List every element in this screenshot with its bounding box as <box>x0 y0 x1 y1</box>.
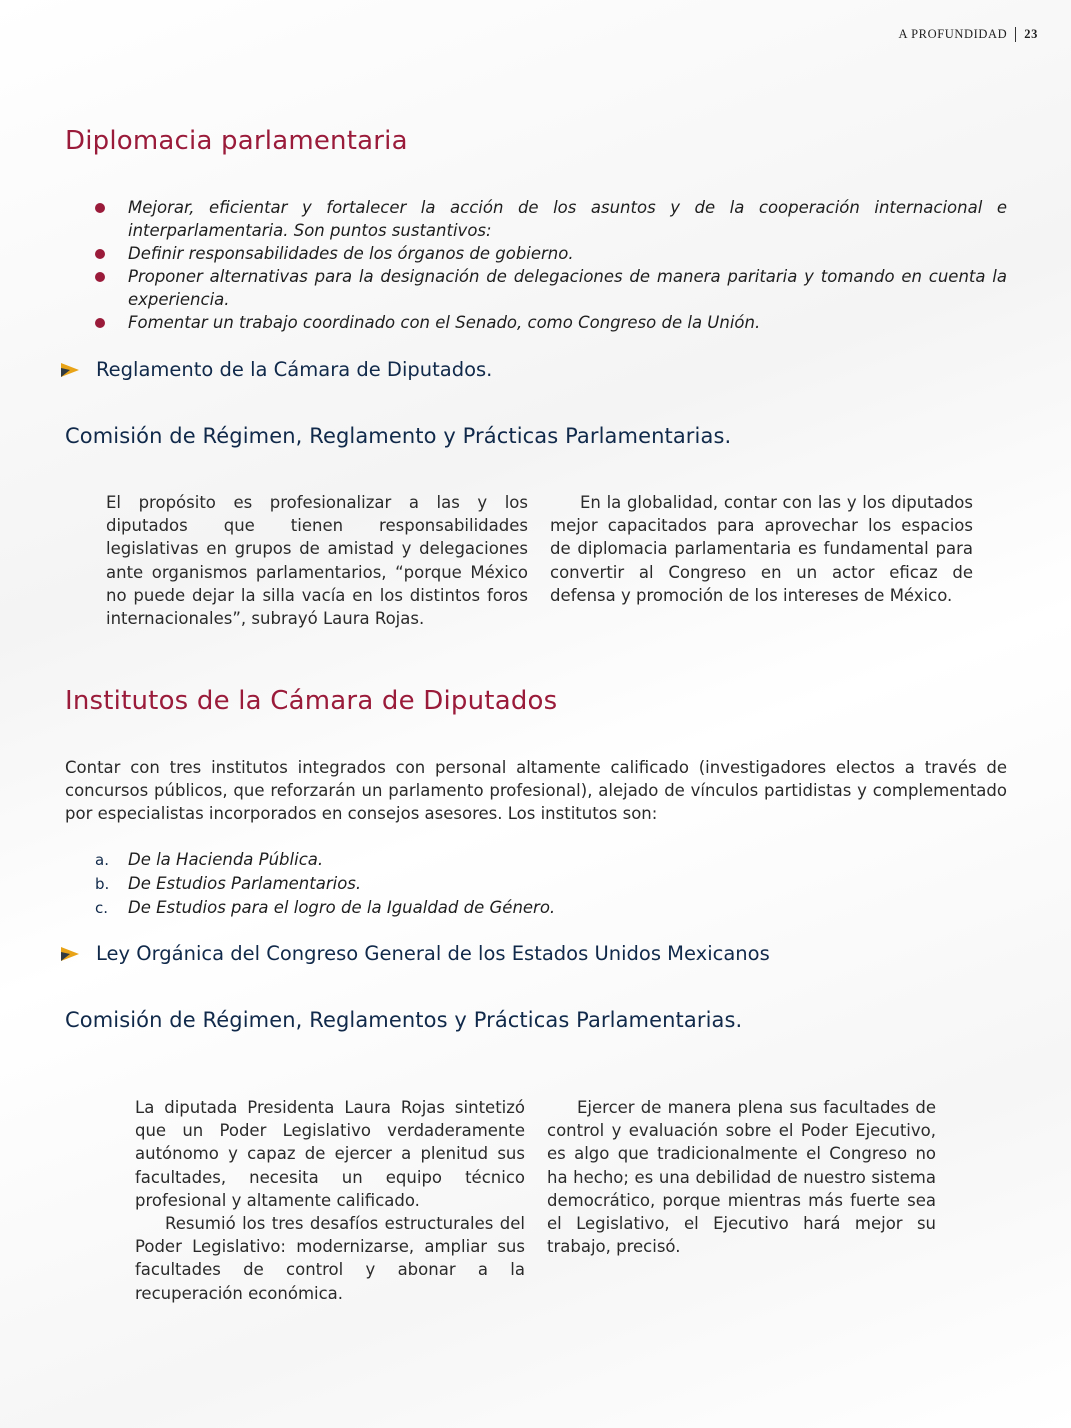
list-item: a. De la Hacienda Pública. <box>95 850 324 869</box>
paragraph: La diputada Presidenta Laura Rojas sintetizó que un Poder Legislativo verdaderamente autónomo y capaz de ejercer a plenitud sus facultades, necesita un equipo técnico profesional y altamente calificado. <box>135 1098 525 1210</box>
arrow-icon <box>60 362 80 378</box>
reference-title: Ley Orgánica del Congreso General de los Estados Unidos Mexicanos <box>96 942 770 965</box>
reference-period: . <box>486 358 493 381</box>
bullet-icon <box>95 249 105 259</box>
list-item: b. De Estudios Parlamentarios. <box>95 874 362 893</box>
intro-paragraph: Contar con tres institutos integrados con personal altamente calificado (investigadores electos a través de concursos públicos, que reforzarán un parlamento profesional), alejado de vínculos partidistas y complementado por especialistas incorporados en consejos asesores. Los institutos son: <box>65 758 1007 823</box>
text-column-right <box>550 491 973 607</box>
reference-line <box>60 358 492 381</box>
header-divider <box>1015 27 1016 42</box>
list-item: Proponer alternativas para la designación de delegaciones de manera paritaria y tomando en cuenta la experiencia. <box>95 265 1007 311</box>
reference-line <box>60 942 770 965</box>
bullet-icon <box>95 318 105 328</box>
section-title-institutos: Institutos de la Cámara de Diputados <box>65 686 558 716</box>
paragraph: El propósito es profesionalizar a las y los diputados que tienen responsabilidades legislativas en grupos de amistad y delegaciones ante organismos parlamentarios, “porque México no puede dejar la silla vacía en los distintos foros internacionales”, subrayó Laura Rojas. <box>106 493 528 629</box>
paragraph: En la globalidad, contar con las y los diputados mejor capacitados para aprovechar los espacios de diplomacia parlamentaria es fundamental para convertir al Congreso en un actor eficaz de defensa y promoción de los intereses de México. <box>550 493 973 605</box>
institutes-list <box>95 848 995 920</box>
list-item: Fomentar un trabajo coordinado con el Senado, como Congreso de la Unión. <box>95 311 1007 334</box>
commission-title: Comisión de Régimen, Reglamentos y Prácticas Parlamentarias. <box>65 1008 743 1032</box>
text-column-left <box>135 1096 525 1305</box>
page-number: 23 <box>1024 27 1038 41</box>
arrow-icon <box>60 946 80 962</box>
commission-title: Comisión de Régimen, Reglamento y Prácticas Parlamentarias. <box>65 424 732 448</box>
bullet-list <box>95 196 1007 334</box>
header-section: A PROFUNDIDAD <box>898 27 1008 41</box>
reference-title: Reglamento de la Cámara de Diputados <box>96 358 487 381</box>
bullet-icon <box>95 272 105 282</box>
section-title-diplomacia: Diplomacia parlamentaria <box>65 126 408 156</box>
paragraph: Resumió los tres desafíos estructurales del Poder Legislativo: modernizarse, ampliar sus facultades de control y abonar a la recuperación económica. <box>135 1214 525 1303</box>
paragraph: Ejercer de manera plena sus facultades de control y evaluación sobre el Poder Ejecutivo, es algo que tradicionalmente el Congreso no ha hecho; es una debilidad de nuestro sistema democrático, porque mientras más fuerte sea el Legislativo, el Ejecutivo hará mejor su trabajo, precisó. <box>547 1098 936 1257</box>
list-item: Definir responsabilidades de los órganos de gobierno. <box>95 242 1007 265</box>
text-column-left <box>106 491 528 630</box>
text-column-right <box>547 1096 936 1258</box>
running-header <box>898 27 1038 42</box>
list-item: Mejorar, eficientar y fortalecer la acción de los asuntos y de la cooperación internacional e interparlamentaria. Son puntos sustantivos: <box>95 196 1007 242</box>
list-item: c. De Estudios para el logro de la Igualdad de Género. <box>95 898 556 917</box>
bullet-icon <box>95 203 105 213</box>
